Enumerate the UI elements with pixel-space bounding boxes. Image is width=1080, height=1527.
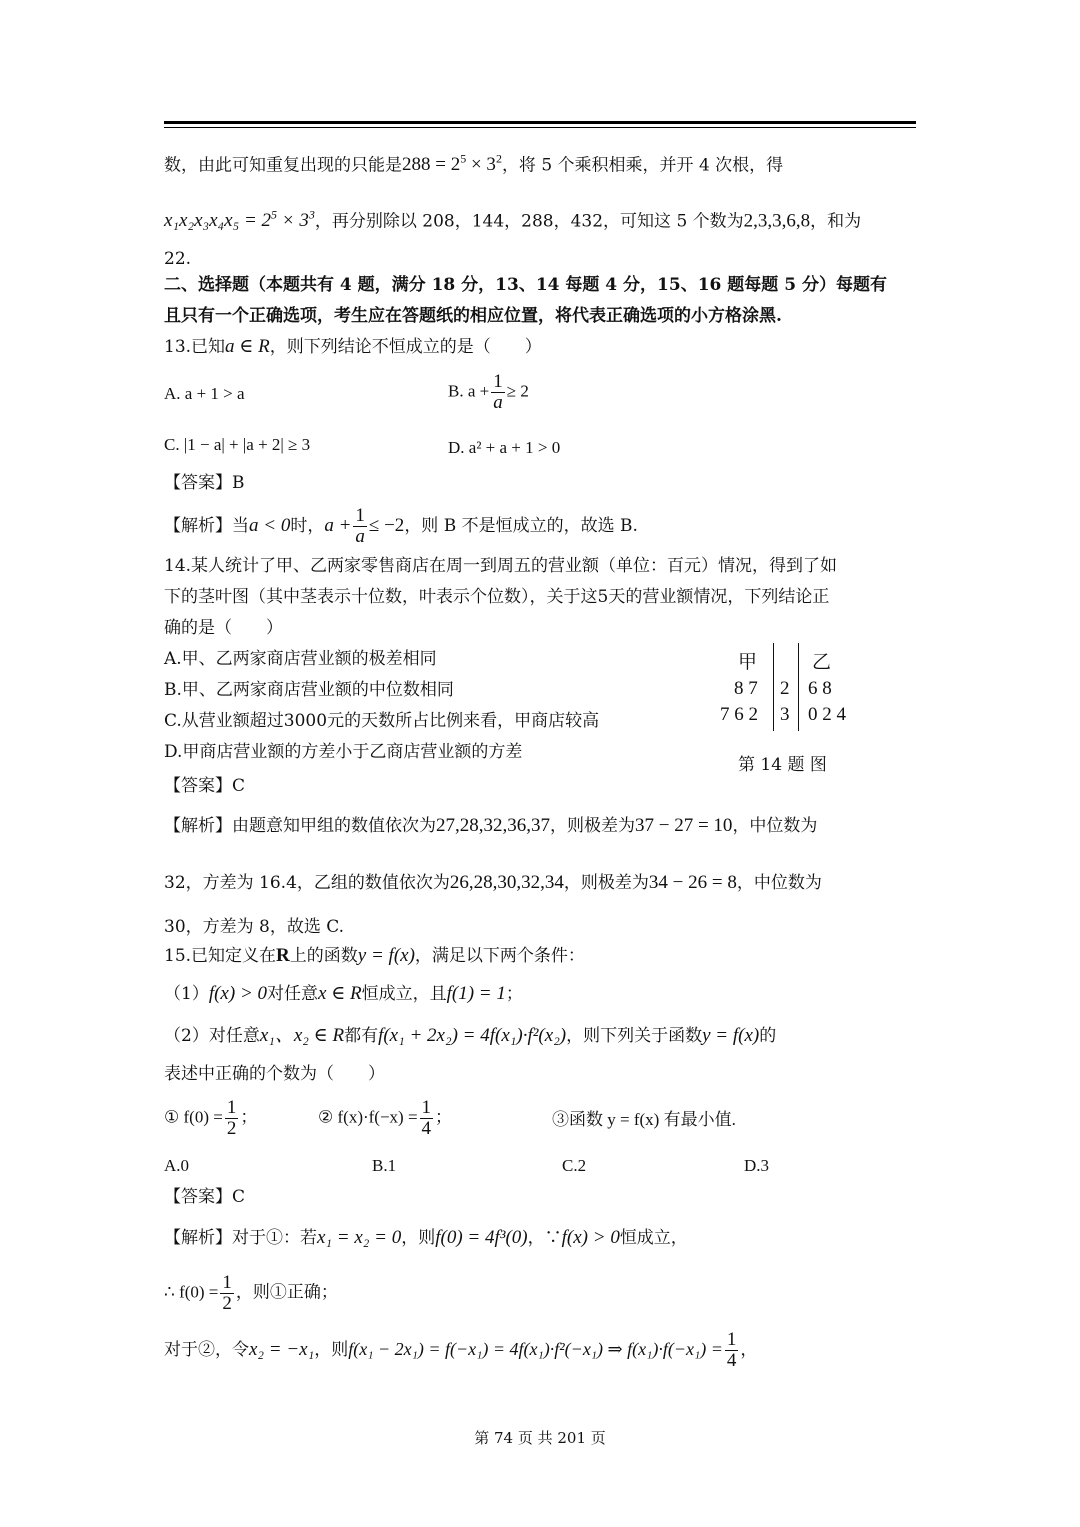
answer: 【答案】C bbox=[164, 1187, 246, 1207]
statement-3: ③函数 y = f(x) 有最小值. bbox=[552, 1110, 736, 1129]
option-d: D. a² + a + 1 > 0 bbox=[448, 438, 561, 457]
option-b: B. a + $\frac{1}{a}$ ≥ 2 bbox=[448, 371, 529, 413]
plot-divider bbox=[798, 643, 799, 731]
option-b: B.甲、乙两家商店营业额的中位数相同 bbox=[164, 680, 454, 700]
header-rule-thin bbox=[164, 127, 916, 128]
question-14-stem: 下的茎叶图（其中茎表示十位数，叶表示个位数），关于这5天的营业额情况，下列结论正 bbox=[164, 587, 830, 607]
analysis: 对于②，令x₂ = −x₁，则f(x₁ − 2x₁) = f(−x₁) = 4f(x₁)·f²(−x₁) ⇒ f(x₁)·f(−x₁) = $\frac{1}{4}$ ， bbox=[164, 1329, 758, 1371]
plot-head-left: 甲 bbox=[738, 652, 758, 673]
text-line: 22. bbox=[164, 249, 192, 269]
option-a: A.甲、乙两家商店营业额的极差相同 bbox=[164, 649, 437, 669]
statement-2: ② f(x)·f(−x) = $\frac{1}{4}$ ； bbox=[318, 1097, 453, 1139]
statement-1: ① f(0) = $\frac{1}{2}$ ； bbox=[164, 1097, 258, 1139]
text-line bbox=[164, 148, 783, 176]
section-title: 二、选择题（本题共有 4 题，满分 18 分，13、14 每题 4 分，15、16 题每题 5 分）每题有 bbox=[164, 275, 887, 295]
analysis: 【解析】由题意知甲组的数值依次为27,28,32,36,37，则极差为37 − 27 = 10，中位数为 bbox=[164, 815, 818, 836]
text: 数，由此可知重复出现的只能是 bbox=[164, 155, 402, 176]
option-b: B.1 bbox=[372, 1156, 397, 1175]
plot-row1-stem: 2 bbox=[780, 678, 790, 699]
analysis: 【解析】当a < 0时，a + $\frac{1}{a}$ ≤ −2，则 B 不是恒成立的，故选 B. bbox=[164, 505, 638, 547]
question-14-stem: 确的是（ ） bbox=[164, 618, 283, 638]
question-13-stem: 13.已知a ∈ R，则下列结论不恒成立的是（ ） bbox=[164, 336, 542, 357]
figure-caption: 第 14 题 图 bbox=[738, 755, 827, 775]
analysis: 30，方差为 8，故选 C. bbox=[164, 917, 345, 937]
text: ，和为 bbox=[810, 211, 862, 232]
plot-row1-left: 8 7 bbox=[734, 678, 758, 699]
answer: 【答案】C bbox=[164, 776, 246, 796]
text: ，将 5 个乘积相乘，并开 4 次根，得 bbox=[501, 155, 784, 176]
analysis: 32，方差为 16.4，乙组的数值依次为26,28,30,32,34，则极差为34 − 26 = 8，中位数为 bbox=[164, 872, 822, 893]
question-15-stem: 表述中正确的个数为（ ） bbox=[164, 1064, 385, 1084]
option-c: C.从营业额超过3000元的天数所占比例来看，甲商店较高 bbox=[164, 711, 600, 731]
page-footer: 第 74 页 共 201 页 bbox=[474, 1429, 606, 1447]
condition-1: （1）f(x) > 0对任意x ∈ R恒成立，且f(1) = 1； bbox=[164, 983, 523, 1004]
analysis: ∴ f(0) = $\frac{1}{2}$ ，则①正确； bbox=[164, 1272, 338, 1314]
text: ，再分别除以 208，144，288，432，可知这 5 个数为 bbox=[314, 211, 744, 232]
math: 2,3,3,6,8 bbox=[743, 210, 811, 232]
header-rule-thick bbox=[164, 121, 916, 124]
answer: 【答案】B bbox=[164, 473, 245, 493]
plot-divider bbox=[773, 643, 774, 731]
plot-row2-right: 0 2 4 bbox=[808, 704, 846, 725]
option-a: A. a + 1 > a bbox=[164, 384, 245, 403]
section-title: 且只有一个正确选项，考生应在答题纸的相应位置，将代表正确选项的小方格涂黑. bbox=[164, 306, 782, 326]
option-d: D.甲商店营业额的方差小于乙商店营业额的方差 bbox=[164, 742, 523, 762]
stem-leaf-plot bbox=[720, 643, 860, 733]
plot-row2-left: 7 6 2 bbox=[720, 704, 758, 725]
math: $288 = 2^5 \times 3^2$ bbox=[402, 152, 502, 176]
text-line bbox=[164, 204, 861, 232]
plot-head-right: 乙 bbox=[812, 652, 832, 673]
question-14-stem: 14.某人统计了甲、乙两家零售商店在周一到周五的营业额（单位：百元）情况，得到了如 bbox=[164, 556, 838, 576]
analysis: 【解析】对于①：若x₁ = x₂ = 0，则f(0) = 4f³(0)，∵f(x) > 0恒成立， bbox=[164, 1227, 688, 1248]
option-c: C.2 bbox=[562, 1156, 587, 1175]
plot-row2-stem: 3 bbox=[780, 704, 790, 725]
condition-2: （2）对任意x₁、x₂ ∈ R都有f(x₁ + 2x₂) = 4f(x₁)·f²(x₂)，则下列关于函数y = f(x)的 bbox=[164, 1025, 777, 1046]
plot-row1-right: 6 8 bbox=[808, 678, 832, 699]
option-a: A.0 bbox=[164, 1156, 190, 1175]
option-d: D.3 bbox=[744, 1156, 770, 1175]
option-c: C. |1 − a| + |a + 2| ≥ 3 bbox=[164, 435, 311, 454]
question-15-stem: 15.已知定义在R上的函数y = f(x)，满足以下两个条件： bbox=[164, 945, 585, 966]
math: $x_1x_2x_3x_4x_5 = 2^5 \times 3^3$ bbox=[164, 208, 315, 232]
